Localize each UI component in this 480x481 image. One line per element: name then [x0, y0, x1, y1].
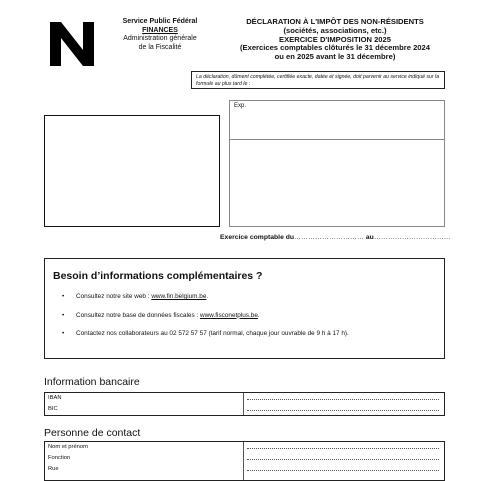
- agency-administration: Administration générale: [123, 35, 197, 42]
- fiscal-year-start-field[interactable]: …………………………: [294, 234, 365, 241]
- title-line-3: EXERCICE D'IMPOSITION 2025: [279, 34, 391, 44]
- info-box-title: Besoin d’informations complémentaires ?: [53, 270, 263, 282]
- contact-row-name: [45, 442, 444, 453]
- bank-table: [44, 392, 445, 416]
- bullet-icon: •: [62, 293, 65, 300]
- sender-divider: [230, 139, 444, 140]
- info-item-phone: [45, 330, 444, 349]
- function-label: Fonction: [48, 455, 71, 461]
- fisconet-link[interactable]: www.fisconetplus.be: [199, 311, 258, 319]
- iban-field[interactable]: [247, 399, 439, 400]
- title-line-5: ou en 2025 avant le 31 décembre): [274, 52, 396, 62]
- submission-instructions: La déclaration, dûment complétée, certifiée exacte, datée et signée, doit parvenir au service indiqué sur la formule au plus tard le :: [191, 71, 445, 89]
- info-item-text: Consultez notre site web :: [76, 293, 152, 300]
- title-line-4: (Exercices comptables clôturés le 31 décembre 2024: [240, 43, 430, 53]
- sender-label: Exp.: [234, 103, 247, 109]
- info-item-suffix: .: [206, 293, 209, 300]
- agency-block: [108, 18, 212, 52]
- info-item-suffix: .: [257, 311, 260, 319]
- info-item-website: [45, 293, 444, 312]
- addressee-window: [44, 115, 220, 227]
- contact-table: [44, 441, 445, 481]
- contact-row-street: [45, 464, 444, 475]
- title-line-2: (sociétés, associations, etc.): [283, 25, 387, 35]
- bic-label: BIC: [48, 406, 58, 412]
- agency-department: FINANCES: [142, 26, 178, 34]
- fiscal-year-label: Exercice comptable du: [220, 234, 295, 241]
- title-line-1: DÉCLARATION À L'IMPÔT DES NON-RÉSIDENTS: [246, 17, 424, 26]
- contact-row-function: [45, 453, 444, 464]
- info-item-text: Consultez notre base de données fiscales :: [76, 311, 200, 319]
- bank-row-iban: [45, 393, 444, 404]
- agency-name: Service Public Fédéral: [122, 18, 198, 25]
- form-title: [226, 18, 444, 62]
- street-label: Rue: [48, 466, 59, 472]
- info-box: [44, 258, 445, 359]
- bic-field[interactable]: [247, 410, 439, 411]
- bullet-icon: •: [62, 330, 65, 337]
- name-label: Nom et prénom: [48, 444, 88, 450]
- name-field[interactable]: [247, 448, 439, 449]
- bank-row-bic: [45, 404, 444, 415]
- bank-section-title: Information bancaire: [44, 376, 140, 388]
- info-item-text: Contactez nos collaborateurs au 02 572 57 57 (tarif normal, chaque jour ouvrable de 9 h à 17 h).: [76, 330, 349, 337]
- bullet-icon: •: [62, 311, 65, 319]
- fiscal-year-connector: au: [365, 234, 374, 241]
- info-list: [45, 293, 444, 349]
- info-item-database: [45, 312, 444, 331]
- fps-finance-logo: [50, 22, 94, 66]
- agency-division: de la Fiscalité: [138, 43, 182, 51]
- function-field[interactable]: [247, 459, 439, 460]
- contact-section-title: Personne de contact: [44, 427, 141, 439]
- website-link[interactable]: www.fin.belgium.be: [151, 293, 207, 300]
- iban-label: IBAN: [48, 395, 62, 401]
- sender-box: [229, 100, 445, 227]
- street-field[interactable]: [247, 470, 439, 471]
- fiscal-year-end-field[interactable]: ……………………………: [373, 234, 451, 241]
- fiscal-year-line: [220, 234, 451, 241]
